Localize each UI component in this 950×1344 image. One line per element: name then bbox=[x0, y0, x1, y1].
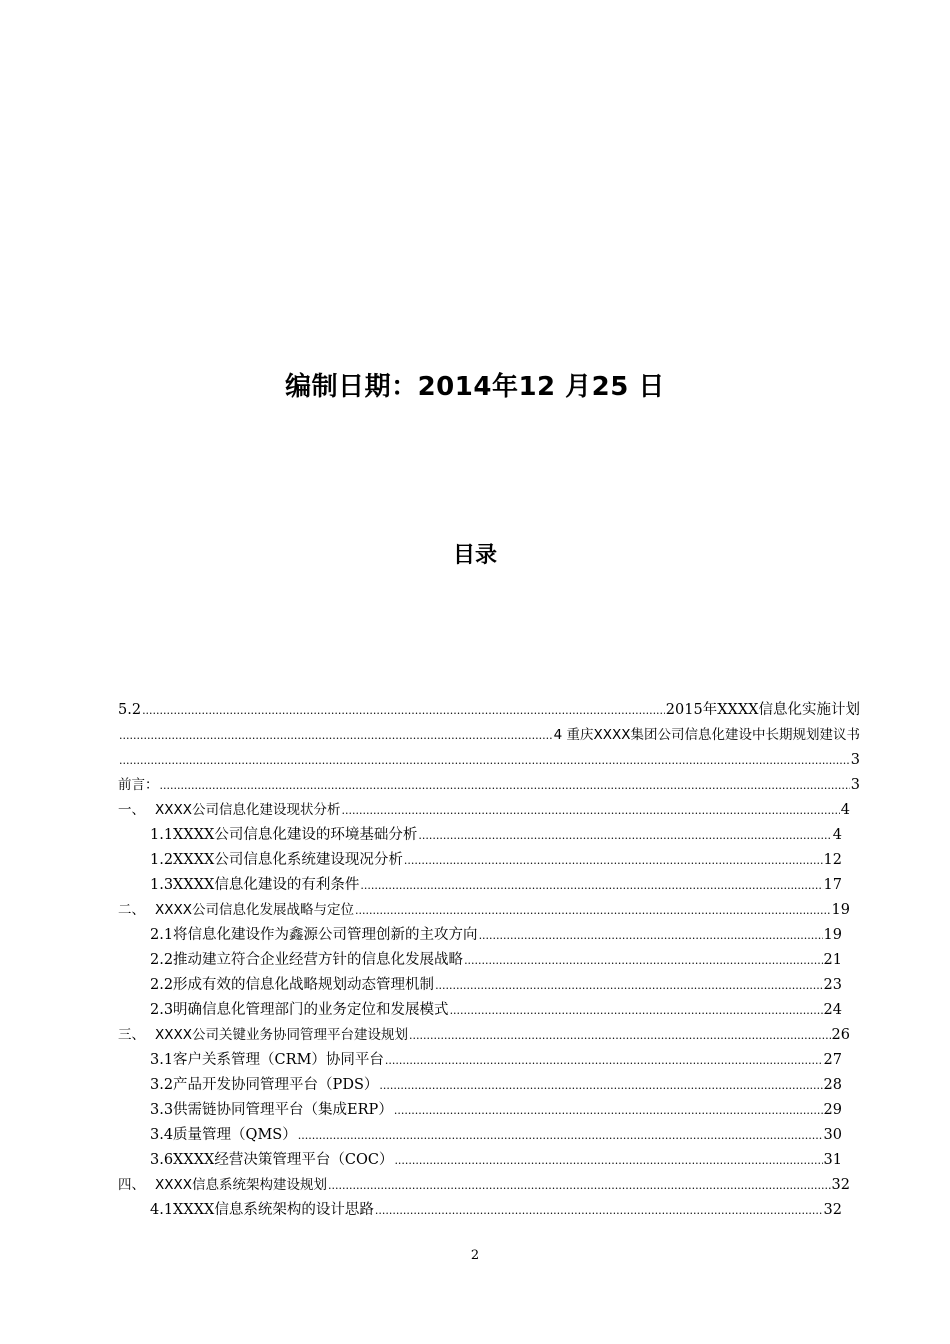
toc-entry-label: 3.4质量管理（QMS） bbox=[150, 1127, 297, 1143]
toc-entry-label: 3.1客户关系管理（CRM）协同平台 bbox=[150, 1052, 384, 1068]
toc-entry-page: 21 bbox=[823, 952, 842, 968]
toc-entry[interactable] bbox=[118, 1023, 860, 1048]
toc-entry-label: XXXX公司关键业务协同管理平台建设规划 bbox=[155, 1027, 408, 1043]
toc-leader-dots bbox=[409, 1023, 831, 1048]
toc-entry[interactable] bbox=[118, 923, 860, 948]
toc-entry[interactable] bbox=[118, 948, 860, 973]
toc-entry-page: 19 bbox=[831, 902, 850, 918]
toc-entry-label: 2.3明确信息化管理部门的业务定位和发展模式 bbox=[150, 1002, 449, 1018]
toc-entry[interactable] bbox=[118, 1073, 860, 1098]
toc-leader-dots bbox=[479, 923, 823, 948]
toc-leader-dots bbox=[119, 748, 850, 773]
toc-entry-number: 四、 bbox=[118, 1177, 145, 1193]
toc-leader-dots bbox=[450, 998, 823, 1023]
toc-leader-dots bbox=[160, 773, 850, 798]
toc-leader-dots bbox=[379, 1073, 822, 1098]
toc-entry[interactable] bbox=[118, 823, 860, 848]
toc-entry-page: 29 bbox=[823, 1102, 842, 1118]
toc-entry[interactable] bbox=[118, 1148, 860, 1173]
toc-entry[interactable] bbox=[118, 698, 860, 723]
compile-date: 编制日期：2014年12 月25 日 bbox=[285, 372, 665, 402]
toc-entry-label: 3.6XXXX经营决策管理平台（COC） bbox=[150, 1152, 394, 1168]
toc-entry-page: 31 bbox=[823, 1152, 842, 1168]
toc-entry[interactable] bbox=[118, 873, 860, 898]
toc-entry-label: 3.3供需链协同管理平台（集成ERP） bbox=[150, 1102, 393, 1118]
toc-entry-number: 二、 bbox=[118, 902, 145, 918]
page-number: 2 bbox=[470, 1248, 480, 1263]
toc-entry-page: 4 bbox=[840, 802, 850, 818]
toc-entry-label: XXXX公司信息化建设现状分析 bbox=[155, 802, 341, 818]
toc-leader-dots bbox=[464, 948, 822, 973]
toc-entry-page: 32 bbox=[831, 1177, 850, 1193]
toc-entry-page: 32 bbox=[823, 1202, 842, 1218]
toc-title: 目录 bbox=[452, 543, 497, 568]
toc-entry-page: 17 bbox=[823, 877, 842, 893]
toc-entry[interactable] bbox=[118, 973, 860, 998]
toc-entry-page: 27 bbox=[823, 1052, 842, 1068]
toc-entry[interactable] bbox=[118, 748, 860, 773]
toc-entry[interactable] bbox=[118, 1173, 860, 1198]
toc-entry-number: 一、 bbox=[118, 802, 145, 818]
toc-leader-dots bbox=[298, 1123, 823, 1148]
toc-entry-page: 28 bbox=[823, 1077, 842, 1093]
toc-entry[interactable] bbox=[118, 798, 860, 823]
toc-entry[interactable] bbox=[118, 848, 860, 873]
toc-entry-number: 三、 bbox=[118, 1027, 145, 1043]
toc-leader-dots bbox=[360, 873, 822, 898]
toc-leader-dots bbox=[394, 1098, 823, 1123]
toc-leader-dots bbox=[342, 798, 840, 823]
toc-entry-page: 24 bbox=[823, 1002, 842, 1018]
toc-entry-label: XXXX公司信息化发展战略与定位 bbox=[155, 902, 354, 918]
toc-entry[interactable] bbox=[118, 1123, 860, 1148]
toc-entry-label: 前言： bbox=[118, 777, 159, 793]
toc-entry-label: XXXX信息系统架构建设规划 bbox=[155, 1177, 327, 1193]
toc-entry-page: 4 重庆XXXX集团公司信息化建设中长期规划建议书 bbox=[553, 727, 860, 743]
toc-entry[interactable] bbox=[118, 1048, 860, 1073]
toc-entry-label: 1.1XXXX公司信息化建设的环境基础分析 bbox=[150, 827, 418, 843]
toc-entry-label: 1.2XXXX公司信息化系统建设现况分析 bbox=[150, 852, 403, 868]
toc-entry-label: 1.3XXXX信息化建设的有利条件 bbox=[150, 877, 360, 893]
toc-entry-page: 4 bbox=[832, 827, 842, 843]
toc-entry-label: 4.1XXXX信息系统架构的设计思路 bbox=[150, 1202, 374, 1218]
toc-leader-dots bbox=[142, 698, 665, 723]
toc-leader-dots bbox=[119, 723, 553, 748]
toc-entry-label: 3.2产品开发协同管理平台（PDS） bbox=[150, 1077, 379, 1093]
toc-entry[interactable] bbox=[118, 898, 860, 923]
toc-leader-dots bbox=[404, 848, 823, 873]
toc-leader-dots bbox=[418, 823, 831, 848]
toc-entry[interactable] bbox=[118, 723, 860, 748]
toc-entry-page: 26 bbox=[831, 1027, 850, 1043]
toc-entry-page: 12 bbox=[823, 852, 842, 868]
toc-entry[interactable] bbox=[118, 773, 860, 798]
toc-leader-dots bbox=[355, 898, 831, 923]
toc-leader-dots bbox=[394, 1148, 822, 1173]
toc-leader-dots bbox=[375, 1198, 823, 1223]
toc-entry[interactable] bbox=[118, 1098, 860, 1123]
toc-entry-label: 2.2形成有效的信息化战略规划动态管理机制 bbox=[150, 977, 435, 993]
toc-entry[interactable] bbox=[118, 998, 860, 1023]
toc-leader-dots bbox=[328, 1173, 831, 1198]
toc-entry-page: 30 bbox=[823, 1127, 842, 1143]
toc-entry-label: 5.2 bbox=[118, 702, 142, 718]
toc-entry-page: 23 bbox=[823, 977, 842, 993]
toc-entry-page: 2015年XXXX信息化实施计划 bbox=[665, 702, 860, 718]
toc-entry-page: 3 bbox=[850, 777, 860, 793]
toc-entry-page: 3 bbox=[850, 752, 860, 768]
toc-entry-page: 19 bbox=[823, 927, 842, 943]
toc-entry-label: 2.1将信息化建设作为鑫源公司管理创新的主攻方向 bbox=[150, 927, 478, 943]
table-of-contents bbox=[118, 698, 860, 1223]
toc-leader-dots bbox=[385, 1048, 823, 1073]
toc-entry[interactable] bbox=[118, 1198, 860, 1223]
toc-entry-label: 2.2推动建立符合企业经营方针的信息化发展战略 bbox=[150, 952, 464, 968]
toc-leader-dots bbox=[435, 973, 822, 998]
